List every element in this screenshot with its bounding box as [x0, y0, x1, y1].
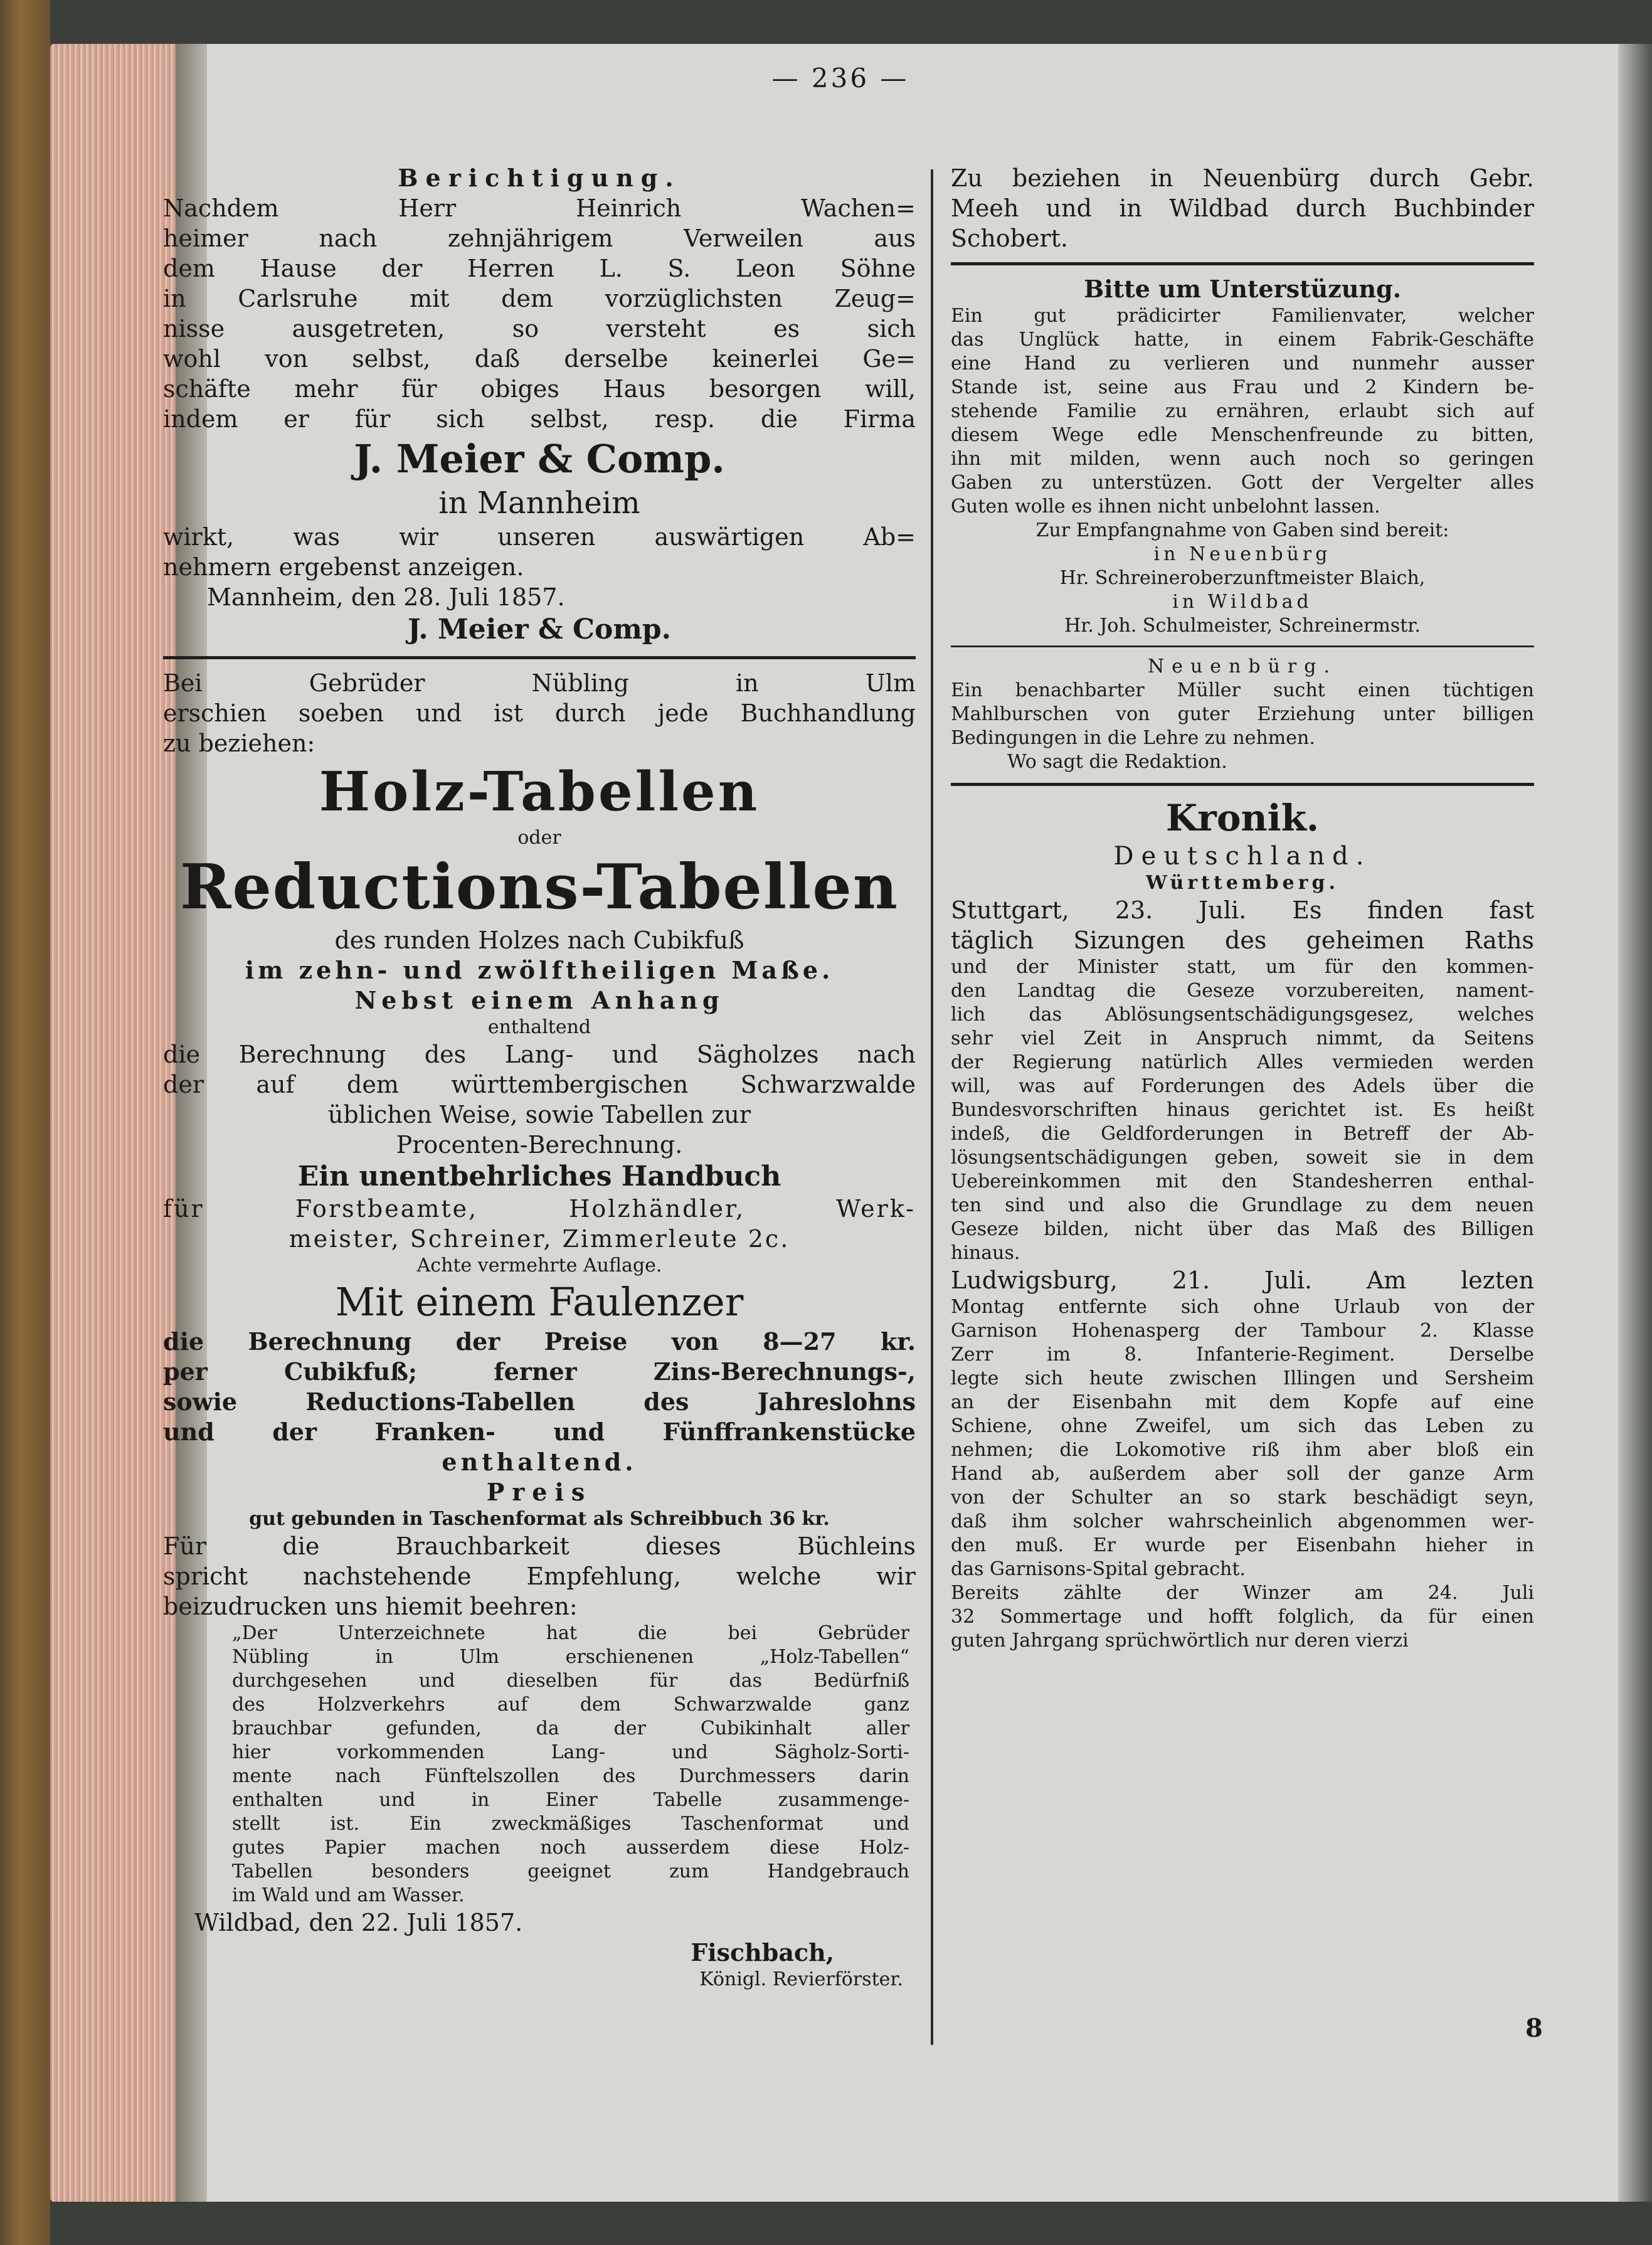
stuttgart-line: will, was auf Forderungen des Adels über die — [951, 1075, 1534, 1097]
ad-place-date: Wildbad, den 22. Juli 1857. — [194, 1909, 523, 1936]
ad-title-reductions-tabellen: Reductions-Tabellen — [180, 851, 899, 923]
right-column — [951, 163, 1534, 2051]
book-advertisement — [163, 668, 916, 1992]
quote-line: brauchbar gefunden, da der Cubikinhalt aller — [232, 1717, 909, 1739]
stuttgart-line: Geseze bilden, nicht über das Maß des Billigen — [951, 1218, 1534, 1240]
ad-faulenzer-line: enthaltend. — [442, 1448, 637, 1476]
stuttgart-line: den Landtag die Geseze vorzubereiten, nament- — [951, 980, 1534, 1002]
berichtigung-title: Berichtigung. — [398, 164, 681, 192]
ad-audience-line: meister, Schreiner, Zimmerleute 2c. — [289, 1225, 790, 1253]
stuttgart-line: hinaus. — [951, 1242, 1020, 1264]
berichtigung-line: in Carlsruhe mit dem vorzüglichsten Zeug= — [163, 285, 916, 312]
kronik-title: Kronik. — [1165, 797, 1320, 839]
stuttgart-line: der Regierung natürlich Alles vermieden werden — [951, 1051, 1534, 1073]
bitte-line: ihn mit milden, wenn auch noch so geringen — [951, 448, 1534, 470]
ad-preis-text: gut gebunden in Taschenformat als Schreibbuch 36 kr. — [249, 1508, 830, 1530]
ad-faulenzer-line: per Cubikfuß; ferner Zins-Berechnungs-, — [163, 1357, 916, 1386]
neuenburg-title: Neuenbürg. — [1147, 655, 1337, 677]
ad-recommend-line: beizudrucken uns hiemit beehren: — [163, 1593, 578, 1620]
ad-oder: oder — [517, 827, 561, 849]
quote-line: „Der Unterzeichnete hat die bei Gebrüder — [232, 1622, 909, 1644]
ad-signature-title: Königl. Revierförster. — [699, 1968, 903, 1990]
ludwigsburg-line: Zerr im 8. Infanterie-Regiment. Derselbe — [951, 1344, 1534, 1366]
bitte-empfang: Zur Empfangnahme von Gaben sind bereit: — [1035, 519, 1449, 541]
berichtigung-line: heimer nach zehnjährigem Verweilen aus — [163, 225, 916, 252]
ad-faulenzer-line: und der Franken- und Fünffrankenstücke — [163, 1418, 916, 1446]
ad-handbuch: Ein unentbehrliches Handbuch — [297, 1160, 781, 1192]
ad-faulenzer-line: die Berechnung der Preise von 8—27 kr. — [163, 1327, 916, 1356]
ad-subtitle-line: der auf dem württembergischen Schwarzwalde — [163, 1071, 916, 1098]
kronik-region: Württemberg. — [1146, 872, 1339, 894]
bitte-recipient: in Wildbad — [1172, 591, 1313, 613]
ad-audience-line: für Forstbeamte, Holzhändler, Werk- — [163, 1195, 916, 1223]
neuenburg-notice — [951, 655, 1534, 774]
stuttgart-line: Bundesvorschriften hinaus gerichtet ist. Es heißt — [951, 1099, 1534, 1121]
ad-signature-name: Fischbach, — [691, 1938, 834, 1966]
ludwigsburg-line: nehmen; die Lokomotive riß ihm aber bloß ein — [951, 1439, 1534, 1461]
quote-line: gutes Papier machen noch ausserdem diese Holz- — [232, 1837, 909, 1859]
stuttgart-line: Uebereinkommen mit den Standesherren enthal- — [951, 1170, 1534, 1192]
ad-preis-label: Preis — [486, 1478, 593, 1506]
ludwigsburg-line: Ludwigsburg, 21. Juli. Am lezten — [951, 1266, 1534, 1294]
quote-line: mente nach Fünftelszollen des Durchmessers darin — [232, 1765, 909, 1787]
column-rule — [931, 169, 933, 2045]
winzer-line: 32 Sommertage und hofft folglich, da für einen — [951, 1606, 1534, 1628]
berichtigung-line: nisse ausgetreten, so versteht es sich — [163, 315, 916, 342]
ad-subtitle-line: Procenten-Berechnung. — [396, 1131, 683, 1159]
ad-subtitle-line: üblichen Weise, sowie Tabellen zur — [327, 1101, 751, 1128]
neuenburg-line: Ein benachbarter Müller sucht einen tüchtigen — [951, 679, 1534, 701]
ad-intro-line: Bei Gebrüder Nübling in Ulm — [163, 669, 916, 697]
top-text-line: Meeh und in Wildbad durch Buchbinder — [951, 194, 1534, 222]
page-number: — 236 — — [771, 63, 909, 93]
berichtigung-line: dem Hause der Herren L. S. Leon Söhne — [163, 255, 916, 282]
stuttgart-line: lösungsentschädigungen geben, soweit sie in dem — [951, 1147, 1534, 1169]
left-column — [163, 163, 916, 2051]
bitte-line: Gaben zu unterstüzen. Gott der Vergelter alles — [951, 472, 1534, 494]
stuttgart-line: lich das Ablösungsentschädigungsgesez, welches — [951, 1004, 1534, 1026]
ad-subtitle-line: Nebst einem Anhang — [354, 986, 724, 1014]
signature-mark: 8 — [1525, 2014, 1543, 2043]
berichtigung-notice — [163, 163, 916, 647]
quote-line: stellt ist. Ein zweckmäßiges Taschenformat und — [232, 1813, 909, 1835]
ludwigsburg-line: daß ihm solcher wahrscheinlich abgenommen wer- — [951, 1510, 1534, 1532]
ad-edition: Achte vermehrte Auflage. — [416, 1255, 662, 1276]
ludwigsburg-line: legte sich heute zwischen Illingen und Sersheim — [951, 1367, 1534, 1389]
bitte-line: Guten wolle es ihnen nicht unbelohnt lassen. — [951, 496, 1380, 517]
ludwigsburg-line: Montag entfernte sich ohne Urlaub von der — [951, 1296, 1534, 1318]
stuttgart-line: täglich Sizungen des geheimen Raths — [951, 926, 1534, 954]
ludwigsburg-line: Hand ab, außerdem aber soll der ganze Arm — [951, 1463, 1534, 1485]
berichtigung-signature: J. Meier & Comp. — [408, 613, 671, 645]
ad-subtitle-line: die Berechnung des Lang- und Sägholzes nach — [163, 1041, 916, 1068]
neuenburg-line: Mahlburschen von guter Erziehung unter billigen — [951, 703, 1534, 725]
berichtigung-line: wirkt, was wir unseren auswärtigen Ab= — [163, 523, 916, 551]
ludwigsburg-line: Schiene, ohne Zweifel, um sich das Leben zu — [951, 1415, 1534, 1437]
firm-name: J. Meier & Comp. — [354, 436, 725, 482]
berichtigung-line: wohl von selbst, daß derselbe keinerlei Ge= — [163, 345, 916, 373]
quote-line: hier vorkommenden Lang- und Sägholz-Sorti- — [232, 1741, 909, 1763]
winzer-line: Bereits zählte der Winzer am 24. Juli — [951, 1582, 1534, 1604]
ad-intro-line: erschien soeben und ist durch jede Buchhandlung — [163, 699, 916, 727]
ad-recommend-line: Für die Brauchbarkeit dieses Büchleins — [163, 1532, 916, 1560]
berichtigung-line: indem er für sich selbst, resp. die Firma — [163, 405, 916, 433]
stuttgart-line: sehr viel Zeit in Anspruch nimmt, da Seitens — [951, 1027, 1534, 1049]
berichtigung-line: Nachdem Herr Heinrich Wachen= — [163, 194, 916, 222]
quote-line: durchgesehen und dieselben für das Bedürfniß — [232, 1670, 909, 1692]
stuttgart-line: indeß, die Geldforderungen in Betreff der Ab- — [951, 1123, 1534, 1145]
firm-city: in Mannheim — [438, 486, 640, 521]
page-right-edge — [1618, 44, 1652, 2202]
section-divider — [951, 645, 1534, 647]
ludwigsburg-line: Garnison Hohenasperg der Tambour 2. Klasse — [951, 1320, 1534, 1342]
bitte-line: Stande ist, seine aus Frau und 2 Kindern be- — [951, 376, 1534, 398]
stuttgart-line: ten sind und also die Grundlage zu dem neuen — [951, 1194, 1534, 1216]
bitte-recipient: Hr. Schreineroberzunftmeister Blaich, — [1059, 567, 1426, 589]
bitte-line: diesem Wege edle Menschenfreunde zu bitten, — [951, 424, 1534, 446]
ad-subtitle-line: des runden Holzes nach Cubikfuß — [334, 926, 744, 954]
berichtigung-date: Mannheim, den 28. Juli 1857. — [207, 583, 565, 611]
bitte-line: eine Hand zu verlieren und nunmehr ausser — [951, 353, 1534, 374]
ludwigsburg-line: den muß. Er wurde per Eisenbahn hieher in — [951, 1534, 1534, 1556]
section-divider — [951, 262, 1534, 265]
bitte-line: das Unglück hatte, in einem Fabrik-Geschäfte — [951, 329, 1534, 351]
bitte-line: Ein gut prädicirter Familienvater, welcher — [951, 305, 1534, 327]
page-edges — [50, 44, 176, 2202]
top-text-line: Schobert. — [951, 225, 1068, 252]
ad-recommend-line: spricht nachstehende Empfehlung, welche wir — [163, 1563, 916, 1590]
neuenburg-note: Wo sagt die Redaktion. — [1007, 751, 1227, 773]
bitte-recipient: in Neuenbürg — [1153, 543, 1332, 565]
stuttgart-line: und der Minister statt, um für den kommen- — [951, 956, 1534, 978]
ad-faulenzer-line: sowie Reductions-Tabellen des Jahreslohns — [163, 1388, 916, 1416]
berichtigung-line: nehmern ergebenst anzeigen. — [163, 553, 524, 581]
bitte-line: stehende Familie zu ernähren, erlaubt sich auf — [951, 400, 1534, 422]
kronik-section — [951, 795, 1534, 1653]
section-divider — [163, 656, 916, 659]
quote-line: im Wald und am Wasser. — [232, 1884, 465, 1906]
bitte-notice — [951, 274, 1534, 638]
neuenburg-line: Bedingungen in die Lehre zu nehmen. — [951, 727, 1315, 749]
bitte-title: Bitte um Unterstüzung. — [1084, 275, 1401, 303]
ad-quote — [163, 1621, 916, 1908]
quote-line: des Holzverkehrs auf dem Schwarzwalde ganz — [232, 1694, 909, 1716]
ludwigsburg-line: von der Schulter an so stark beschädigt seyn, — [951, 1487, 1534, 1509]
ludwigsburg-line: das Garnisons-Spital gebracht. — [951, 1558, 1246, 1580]
bitte-recipient: Hr. Joh. Schulmeister, Schreinermstr. — [1064, 615, 1421, 637]
ad-subtitle-line: enthaltend — [487, 1016, 591, 1038]
quote-line: Tabellen besonders geeignet zum Handgebrauch — [232, 1860, 909, 1882]
ad-subtitle-line: im zehn- und zwölftheiligen Maße. — [245, 956, 834, 984]
ad-intro-line: zu beziehen: — [163, 730, 315, 757]
ad-faulenzer: Mit einem Faulenzer — [335, 1279, 744, 1325]
winzer-line: guten Jahrgang sprüchwörtlich nur deren vierzi — [951, 1630, 1409, 1652]
ludwigsburg-line: an der Eisenbahn mit dem Kopfe auf eine — [951, 1391, 1534, 1413]
stuttgart-line: Stuttgart, 23. Juli. Es finden fast — [951, 896, 1534, 924]
berichtigung-line: schäfte mehr für obiges Haus besorgen will, — [163, 375, 916, 403]
quote-line: enthalten und in Einer Tabelle zusammenge- — [232, 1789, 909, 1811]
kronik-country: Deutschland. — [1113, 842, 1372, 871]
ad-title-holz-tabellen: Holz-Tabellen — [319, 760, 760, 824]
top-text-line: Zu beziehen in Neuenbürg durch Gebr. — [951, 164, 1534, 192]
book-spine — [0, 0, 50, 2245]
quote-line: Nübling in Ulm erschienenen „Holz-Tabellen“ — [232, 1646, 909, 1668]
section-divider — [951, 783, 1534, 786]
